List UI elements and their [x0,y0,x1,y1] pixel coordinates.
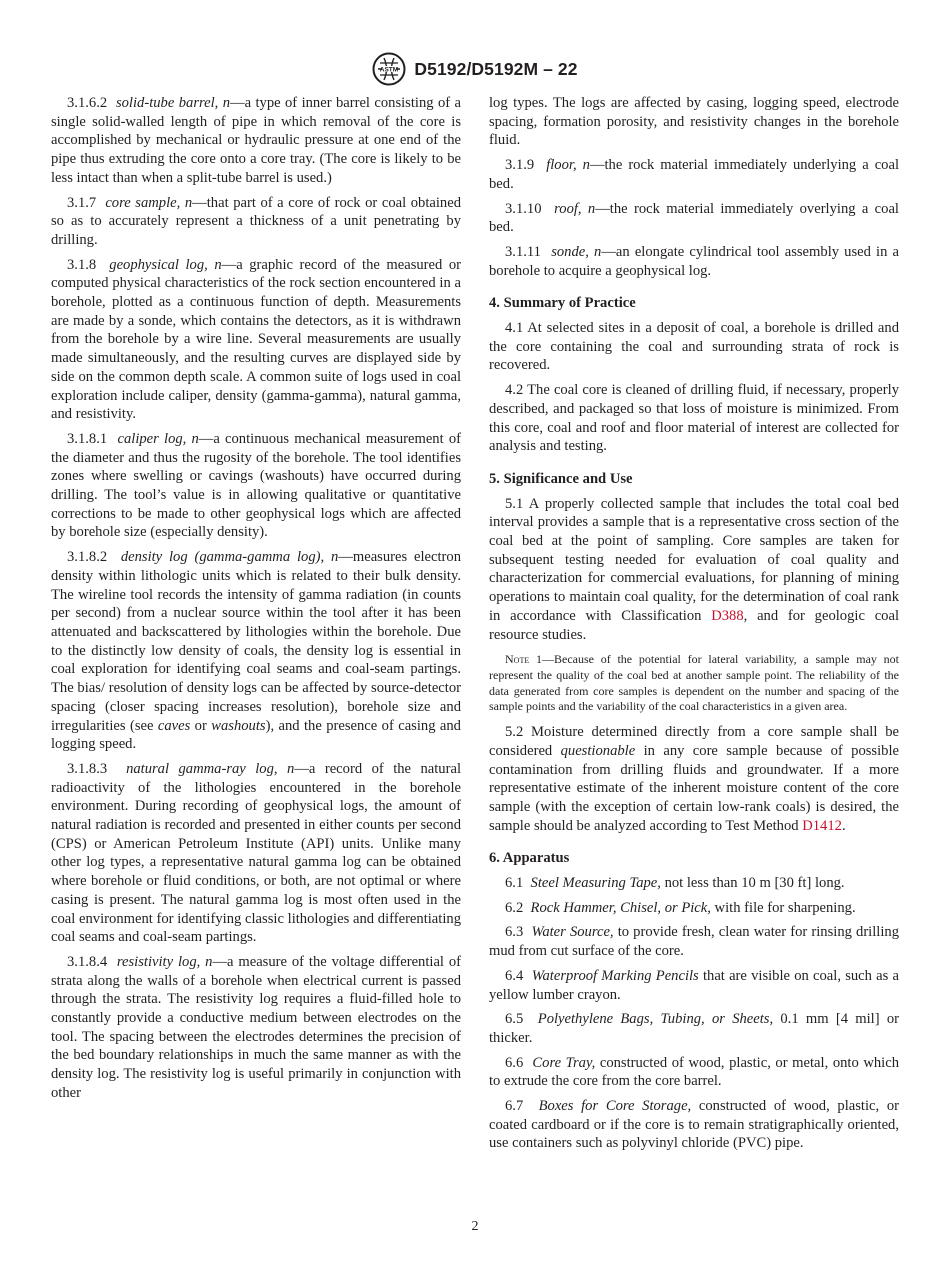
para-3-1-8-3: 3.1.8.3 natural gamma-ray log, n—a record of the natural radioactivity of the lithologies encountered in the borehole environment. During recording of geophysical logs, the amount of natural radiation is recorded and presented in either counts per second (CPS) or American Petroleum Institute (API) units. Unlike many other log types, a representative natural gamma log can be obtained where borehole or fluid conditions, or both, are not optimal or where casing is present. The natural gamma log is most often used in the coal environment for identifying classic lithologies and differentiating coal seams and coal-seam partings. [51,760,461,946]
page-number: 2 [471,1219,479,1234]
left-column [51,94,461,1109]
note-1: Note 1—Because of the potential for lateral variability, a sample may not represent the quality of the coal bed at another sample point. The reliability of the data generated from core samples is dependent on the number and spacing of the sample points and the variability of the coal characteristics in a given area. [489,652,899,714]
para-3-1-7: 3.1.7 core sample, n—that part of a core of rock or coal obtained so as to accurately represent a thickness of a unit penetrating by drilling. [51,194,461,248]
para-4-2: 4.2 The coal core is cleaned of drilling fluid, if necessary, properly described, and packaged so that loss of moisture is minimized. From this core, coal and roof and floor material of interest are collected for analysis and testing. [489,382,899,455]
right-column [489,94,899,1159]
para-3-1-10: 3.1.10 roof, n—the rock material immediately overlying a coal bed. [489,200,899,236]
para-5-2: 5.2 Moisture determined directly from a core sample shall be considered questionable in any core sample because of possible contamination from drilling fluids and groundwater. If a more representative estimate of the inherent moisture content of the core sample (with the exception of certain low-rank coals) is desired, the sample should be analyzed according to Test Method D1412. [489,724,899,834]
para-3-1-9: 3.1.9 floor, n—the rock material immediately underlying a coal bed. [489,157,900,192]
para-6-7: 6.7 Boxes for Core Storage, constructed of wood, plastic, or coated cardboard or if the core is to remain stratigraphically oriented, use containers such as polyvinyl chloride (PVC) pipe. [489,1098,900,1152]
para-6-1: 6.1 Steel Measuring Tape, not less than 10 m [30 ft] long. [505,875,845,892]
standard-designation: D5192/D5192M – 22 [414,58,578,79]
para-3-1-8-4: 3.1.8.4 resistivity log, n—a measure of the voltage differential of strata along the walls of a borehole when electrical current is passed through the strata. The resistivity log requires a fluid-filled hole to constantly provide a conductive medium between electrodes on the tool. The spacing between the electrodes determines the precision of the bed boundary relationships in much the same manner as with the density log. The resistivity log is useful primarily in conjunction with other [51,953,462,1101]
para-3-1-11: 3.1.11 sonde, n—an elongate cylindrical tool assembly used in a borehole to acquire a geophysical log. [489,243,899,279]
para-3-1-6-2: 3.1.6.2 solid-tube barrel, n—a type of inner barrel consisting of a single solid-walled length of pipe in which removal of the core is accomplished by mechanical or hydraulic pressure at one end of the pipe thus extruding the core onto a core tray. (The core is likely to be less intact than when a split-tube barrel is used.) [51,95,462,186]
para-continuation: log types. The logs are affected by casing, logging speed, electrode spacing, formation porosity, and resistivity changes in the borehole fluid. [489,95,899,149]
para-4-1: 4.1 At selected sites in a deposit of coal, a borehole is drilled and the core containing the coal and surrounding strata of rock is recovered. [489,320,899,374]
para-6-4: 6.4 Waterproof Marking Pencils that are visible on coal, such as a yellow lumber crayon. [489,967,900,1003]
para-3-1-8-1: 3.1.8.1 caliper log, n—a continuous mechanical measurement of the diameter and thus the rugosity of the borehole. The tool identifies zones where swelling or cavings (washouts) have occurred during drilling. The tool’s value is in allowing qualitative or quantitative corrections to be made to other geophysical logs which are affected by borehole size (especially density). [51,430,461,541]
para-6-2: 6.2 Rock Hammer, Chisel, or Pick, with file for sharpening. [505,899,856,916]
para-6-5: 6.5 Polyethylene Bags, Tubing, or Sheets, 0.1 mm [4 mil] or thicker. [489,1011,900,1046]
para-6-3: 6.3 Water Source, to provide fresh, clean water for rinsing drilling mud from cut surface of the core. [489,924,899,960]
para-6-6: 6.6 Core Tray, constructed of wood, plastic, or metal, onto which to extrude the core from the core barrel. [489,1054,900,1090]
svg-text:ASTM: ASTM [380,66,399,74]
section-4-heading: 4. Summary of Practice [489,295,636,312]
section-6-heading: 6. Apparatus [489,850,570,867]
para-5-1: 5.1 A properly collected sample that includes the total coal bed interval provides a sample that is a representative cross section of the coal bed at the point of sampling. Core samples are taken for subsequent testing needed for evaluation of coal quality and characterization for commercial evaluations, for planning of mining operations to maintain coal quality, for the determination of coal rank in accordance with Classification D388, and for geologic coal resource studies. [489,495,899,643]
d388-link[interactable]: D388 [711,607,744,624]
section-5-heading: 5. Significance and Use [489,470,633,487]
para-3-1-8-2: 3.1.8.2 density log (gamma-gamma log), n—measures electron density within lithologic units which is related to their bulk density. The wireline tool records the intensity of gamma radiation (in counts per second) from a nuclear source within the tool after it has been attenuated and backscattered by lithologies within the borehole. Due to the distinctly low density of coals, the density log is essential in coal exploration for identifying coal seams and coal-seam partings. The bias/ resolution of density logs can be affected by source-detector spacing (closer spacing increases resolution), borehole size and irregularities (see caves or washouts), and the presence of casing and logging speed. [51,549,461,753]
astm-logo-icon [372,52,406,86]
para-3-1-8: 3.1.8 geophysical log, n—a graphic record of the measured or computed physical characteristics of the rock section encountered in a borehole, plotted as a continuous function of depth. Measurements are made by a sonde, which contains the detectors, as it is withdrawn from the borehole by a wire line. Several measurements are usually made simultaneously, and the resulting curves are displayed side by side on the common depth scale. A common suite of logs used in coal exploration include caliper, density (gamma-gamma), natural gamma, and resistivity. [51,256,461,423]
page-header [0,52,950,86]
d1412-link[interactable]: D1412 [802,817,842,834]
